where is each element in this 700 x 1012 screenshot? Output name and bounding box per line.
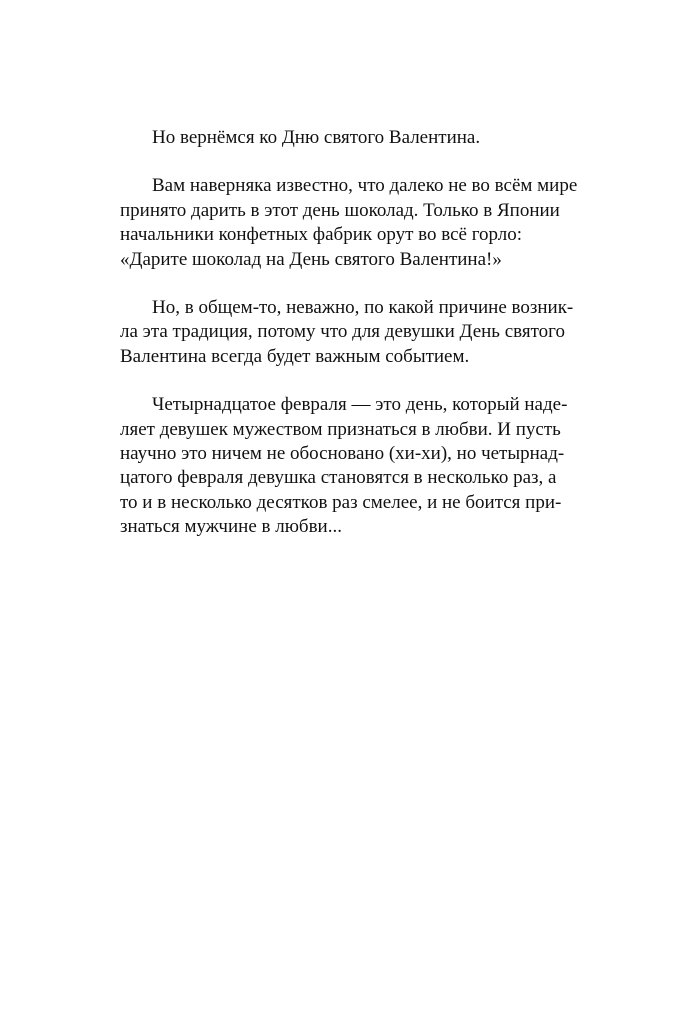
text-line: принято дарить в этот день шоколад. Только в Японии (120, 199, 560, 221)
paragraph-3 (88, 296, 574, 369)
text-line: научно это ничем не обосновано (хи-хи), но четырнад- (120, 443, 565, 465)
text-line: начальники конфетных фабрик орут во всё горло: (120, 224, 523, 246)
paragraph-2 (88, 174, 578, 272)
text-line: Но, в общем-то, неважно, по какой причине возник- (152, 297, 574, 319)
paragraph-4 (88, 393, 568, 539)
text-line: Четырнадцатое февраля — это день, который наде- (152, 394, 568, 416)
text-line: Вам наверняка известно, что далеко не во всём мире (152, 175, 578, 197)
body-text (88, 126, 578, 540)
text-line: ляет девушек мужеством признаться в любви. И пусть (120, 418, 561, 440)
text-line: «Дарите шоколад на День святого Валентина!» (120, 248, 502, 270)
text-line: ла эта традиция, потому что для девушки День святого (120, 321, 565, 343)
text-line: то и в несколько десятков раз смелее, и не боится при- (120, 491, 562, 513)
text-line: Валентина всегда будет важным событием. (120, 345, 470, 367)
paragraph-1 (88, 126, 506, 150)
text-line: знаться мужчине в любви... (120, 516, 342, 538)
text-line: Но вернёмся ко Дню святого Валентина. (152, 127, 481, 148)
text-line: цатого февраля девушка становятся в несколько раз, а (120, 467, 557, 489)
